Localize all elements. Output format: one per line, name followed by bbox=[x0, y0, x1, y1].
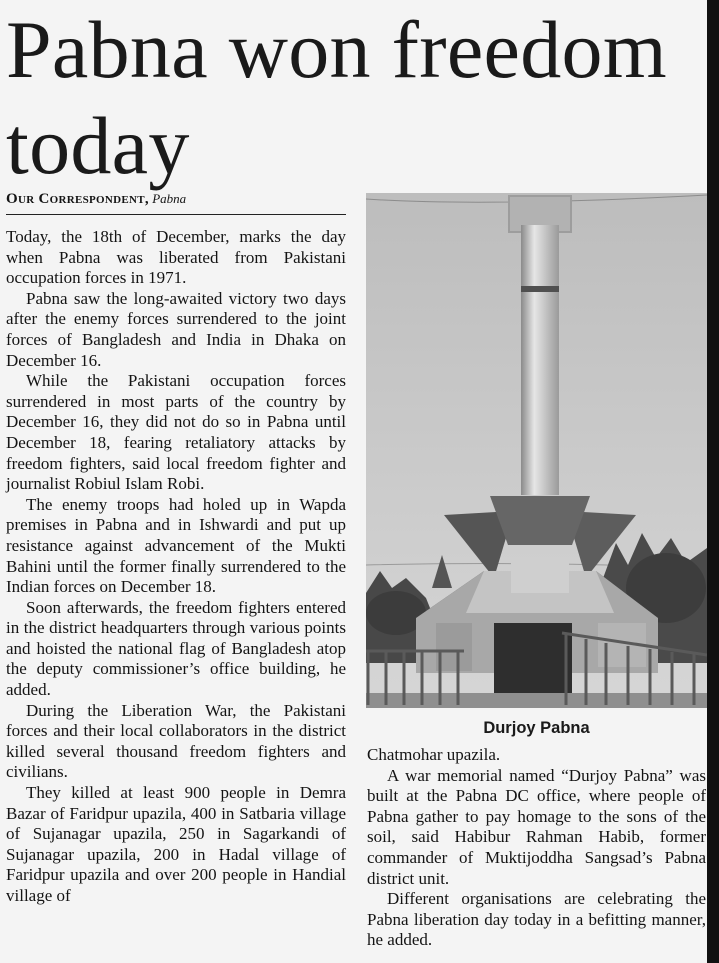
paragraph-8: Chatmohar upazila. bbox=[367, 745, 501, 764]
photo-caption: Durjoy Pabna bbox=[483, 719, 590, 737]
paragraph-6: During the Liberation War, the Pakistani forces and their local collaborators in the district killed several thousand freedom fighters and civilians. bbox=[6, 700, 346, 782]
byline-rule bbox=[6, 214, 346, 215]
paragraph-4: The enemy troops had holed up in Wapda premises in Pabna and in Ishwardi and put up resistance against advancement of the Mukti Bahini until the former finally surrendered to the Indian forces on December 18. bbox=[6, 494, 346, 597]
paragraph-10: Different organisations are celebrating the Pabna liberation day today in a befitting manner, he added. bbox=[367, 889, 706, 950]
headline: Pabna won freedom today bbox=[6, 4, 667, 191]
paragraph-3: While the Pakistani occupation forces surrendered in most parts of the country by December 16, they did not do so in Pabna until December 18, fearing retaliatory attacks by freedom fighters, said local freedom fighter and journalist Robiul Islam Robi. bbox=[6, 371, 346, 494]
memorial-photo bbox=[366, 193, 707, 708]
paragraph-2: Pabna saw the long-awaited victory two days after the enemy forces surrendered to the joint forces of Bangladesh and India in Dhaka on December 16. bbox=[6, 288, 346, 370]
paragraph-1: Today, the 18th of December, marks the day when Pabna was liberated from Pakistani occupation forces in 1971. bbox=[6, 227, 346, 288]
byline-location: Pabna bbox=[152, 191, 187, 206]
right-column bbox=[367, 745, 706, 951]
byline bbox=[6, 190, 346, 208]
byline-author: Our Correspondent, bbox=[6, 191, 149, 207]
paragraph-9: A war memorial named “Durjoy Pabna” was built at the Pabna DC office, where people of Pabna gather to pay homage to the sons of the soil, said Habibur Rahman Habib, former commander of Muktijoddha Sangsad’s Pabna district unit. bbox=[367, 765, 706, 888]
paragraph-7: They killed at least 900 people in Demra Bazar of Faridpur upazila, 400 in Satbaria village of Sujanagar upazila, 250 in Sagarkandi of Sujanagar upazila, 200 in Hadal village of Faridpur upazila and over 200 people in Handial village of bbox=[6, 783, 346, 905]
memorial-illustration bbox=[366, 193, 707, 708]
paragraph-5: Soon afterwards, the freedom fighters entered in the district headquarters through various points and hoisted the national flag of Bangladesh atop the deputy commissioner’s office building, he added. bbox=[6, 597, 346, 700]
left-column bbox=[6, 227, 346, 907]
